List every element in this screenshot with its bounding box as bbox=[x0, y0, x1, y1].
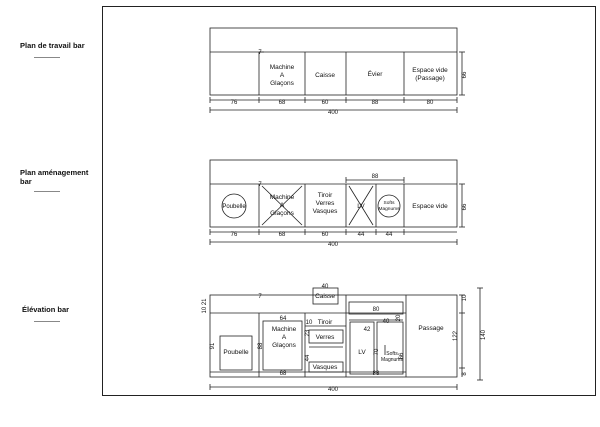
dim-68: 68 bbox=[278, 232, 286, 238]
dim-40: 40 bbox=[382, 319, 390, 325]
softs-circle bbox=[378, 195, 400, 217]
dim-offset: 7 bbox=[258, 182, 262, 188]
dim-88-left: 88 bbox=[258, 342, 264, 350]
counter-outline bbox=[210, 28, 457, 95]
softs-box bbox=[377, 322, 403, 374]
dim-76: 76 bbox=[230, 100, 238, 106]
dim-60: 60 bbox=[321, 100, 329, 106]
label-poubelle: Poubelle bbox=[223, 349, 249, 356]
label-passage: Passage bbox=[418, 325, 444, 332]
dim-70: 70 bbox=[374, 348, 380, 356]
label-verres: Verres bbox=[315, 334, 335, 341]
label-caisse: Caisse bbox=[315, 72, 335, 79]
dim-44a: 44 bbox=[357, 232, 365, 238]
dim-total: 400 bbox=[327, 110, 339, 116]
dim-total: 400 bbox=[327, 242, 339, 248]
dim-88-top: 88 bbox=[371, 174, 379, 180]
section-title-text: bar bbox=[20, 177, 32, 186]
label-caisse: Caisse bbox=[315, 293, 335, 300]
dim-depth: 66 bbox=[462, 71, 468, 79]
label-evier: Évier bbox=[367, 71, 383, 78]
dim-depth: 66 bbox=[462, 203, 468, 211]
dim-60: 60 bbox=[321, 232, 329, 238]
dim-44b: 44 bbox=[385, 232, 393, 238]
dim-64: 64 bbox=[279, 316, 287, 322]
label-softs: Softs Magnums bbox=[381, 351, 403, 363]
label-lv: LV bbox=[358, 349, 366, 356]
section-title-text: Élévation bar bbox=[22, 305, 70, 314]
dim-122: 122 bbox=[453, 330, 459, 342]
label-tiroir: Tiroir bbox=[317, 319, 333, 326]
label-machine: Machine A Glaçons bbox=[269, 194, 295, 217]
plan-travail-labels bbox=[231, 50, 468, 116]
label-tiroir: Tiroir Verres Vasques bbox=[312, 192, 338, 215]
dim-caisse-w: 40 bbox=[321, 284, 329, 290]
label-lv: LV bbox=[357, 203, 365, 210]
dim-bottom-68: 68 bbox=[279, 371, 287, 377]
label-machine: Machine A Glaçons bbox=[269, 64, 295, 87]
dim-76: 76 bbox=[230, 232, 238, 238]
dim-total: 400 bbox=[327, 387, 339, 393]
section-title-text: Plan de travail bar bbox=[20, 41, 85, 50]
dim-44: 44 bbox=[305, 354, 311, 362]
section-title-text: Plan aménagement bbox=[20, 168, 89, 177]
dim-42: 42 bbox=[363, 327, 371, 333]
dim-80: 80 bbox=[426, 100, 434, 106]
dim-23: 23 bbox=[305, 329, 311, 337]
dim-20: 20 bbox=[396, 314, 402, 322]
label-espace-vide: Espace vide bbox=[412, 203, 448, 210]
elevation bbox=[210, 288, 483, 390]
dim-66: 66 bbox=[399, 352, 405, 360]
dim-88: 88 bbox=[371, 100, 379, 106]
dim-7: 7 bbox=[258, 294, 262, 300]
dim-offset: 7 bbox=[258, 50, 262, 56]
label-softs: Softs Magnums bbox=[378, 201, 400, 212]
dim-10-right: 10 bbox=[462, 294, 468, 302]
label-machine: Machine A Glaçons bbox=[271, 326, 297, 349]
dim-68: 68 bbox=[278, 100, 286, 106]
lv-box bbox=[350, 322, 374, 374]
dim-bottom-88: 88 bbox=[372, 371, 380, 377]
dim-10: 10 bbox=[305, 320, 313, 326]
counter-outline bbox=[210, 160, 457, 227]
dim-91: 91 bbox=[210, 342, 216, 350]
label-espace-vide: Espace vide (Passage) bbox=[412, 67, 448, 82]
label-poubelle: Poubelle bbox=[222, 204, 246, 210]
dim-10-21: 10 21 bbox=[202, 298, 208, 314]
dim-140: 140 bbox=[481, 329, 487, 341]
dim-80: 80 bbox=[372, 307, 380, 313]
label-vasques: Vasques bbox=[312, 364, 338, 371]
dim-8: 8 bbox=[462, 372, 468, 376]
